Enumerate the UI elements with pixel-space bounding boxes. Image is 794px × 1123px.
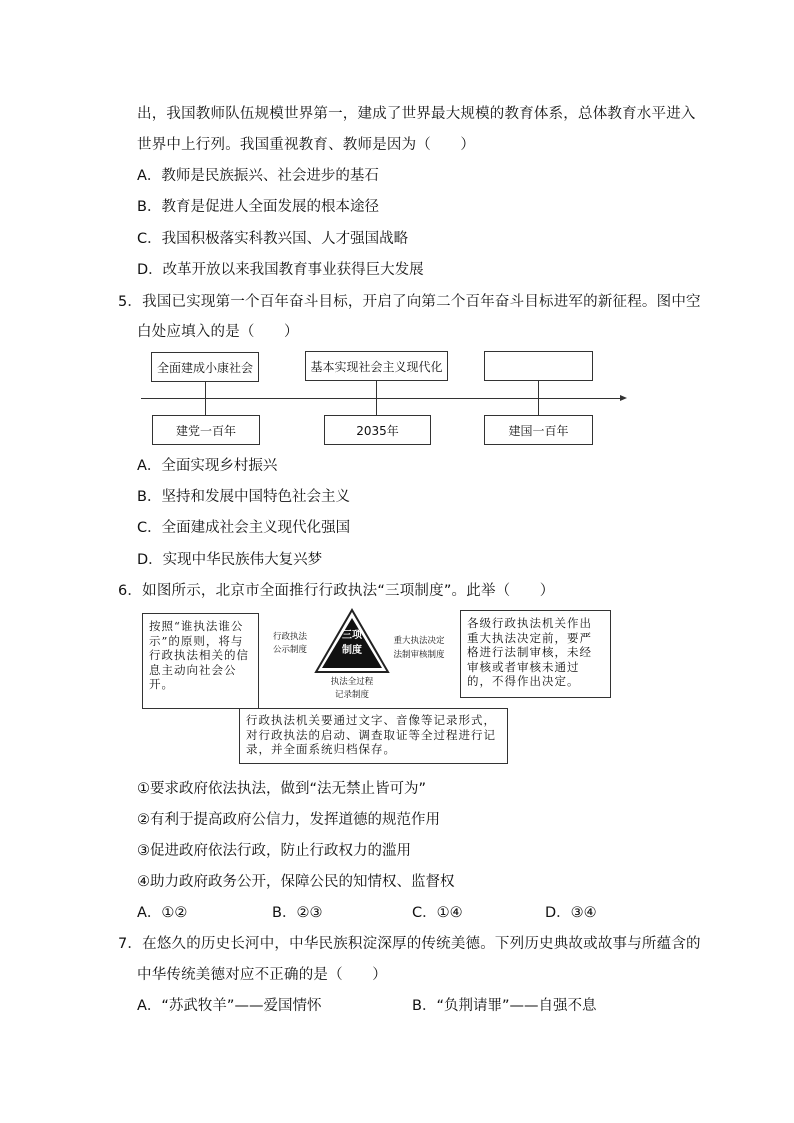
figure-label-bottom: 执法全过程 [330, 677, 374, 687]
figure-label-right: 重大执法决定 [393, 636, 445, 646]
figure-left-textbox: 按照“谁执法谁公示”的原则，将与行政执法相关的信息主动向社会公开。 [142, 613, 259, 709]
question-7-text-line: 中华传统美德对应不正确的是（ ） [137, 967, 387, 983]
timeline-top-box: 全面建成小康社会 [151, 352, 259, 382]
option-d: D．改革开放以来我国教育事业获得巨大发展 [137, 262, 424, 278]
option-b: B．坚持和发展中国特色社会主义 [137, 489, 350, 505]
timeline-blank-box [484, 351, 593, 381]
choice-c: C．①④ [412, 905, 463, 921]
choice-d: D．③④ [545, 905, 597, 921]
question-4-text-line: 出，我国教师队伍规模世界第一，建成了世界最大规模的教育体系，总体教育水平进入 [137, 106, 696, 122]
statement-3: ③促进政府依法行政，防止行政权力的滥用 [137, 843, 411, 859]
statement-1: ①要求政府依法执法，做到“法无禁止皆可为” [137, 781, 427, 797]
figure-right-textbox: 各级行政执法机关作出重大执法决定前，要严格进行法制审核，未经审核或者审核未通过的，不得作出决定。 [460, 610, 611, 698]
question-5-text-line: 5．我国已实现第一个百年奋斗目标，开启了向第二个百年奋斗目标进军的新征程。图中空 [118, 294, 701, 310]
figure-label-right: 法制审核制度 [393, 650, 445, 660]
triangle-emblem-icon [312, 608, 392, 676]
arrow-right-icon [620, 395, 627, 401]
option-d: D．实现中华民族伟大复兴梦 [137, 552, 323, 568]
statement-2: ②有利于提高政府公信力，发挥道德的规范作用 [137, 812, 440, 828]
option-c: C．全面建成社会主义现代化强国 [137, 520, 351, 536]
option-b: B．“负荆请罪”——自强不息 [412, 998, 597, 1014]
option-a: A．“苏武牧羊”——爱国情怀 [137, 998, 322, 1014]
figure-bottom-textbox: 行政执法机关要通过文字、音像等记录形式，对行政执法的启动、调查取证等全过程进行记录，并全面系统归档保存。 [239, 708, 508, 764]
option-a: A．教师是民族振兴、社会进步的基石 [137, 168, 379, 184]
statement-4: ④助力政府政务公开，保障公民的知情权、监督权 [137, 874, 455, 890]
timeline-bottom-box: 建党一百年 [152, 415, 260, 445]
figure-label-left: 公示制度 [272, 645, 307, 655]
option-c: C．我国积极落实科教兴国、人才强国战略 [137, 231, 409, 247]
option-b: B．教育是促进人全面发展的根本途径 [137, 199, 379, 215]
option-a: A．全面实现乡村振兴 [137, 458, 278, 474]
question-4-text-line: 世界中上行列。我国重视教育、教师是因为（ ） [137, 137, 476, 153]
question-5-text-line: 白处应填入的是（ ） [137, 324, 299, 340]
center-title: 三项 [342, 630, 362, 641]
question-7-text-line: 7．在悠久的历史长河中，中华民族积淀深厚的传统美德。下列历史典故或故事与所蕴含的 [118, 936, 701, 952]
choice-a: A．①② [137, 905, 188, 921]
question-6-text-line: 6．如图所示，北京市全面推行行政执法“三项制度”。此举（ ） [118, 583, 555, 599]
figure-label-left: 行政执法 [272, 632, 307, 642]
timeline-bottom-box: 2035年 [324, 415, 431, 445]
timeline-top-box: 基本实现社会主义现代化 [305, 351, 448, 381]
figure-label-bottom: 记录制度 [334, 690, 369, 700]
center-title: 制度 [342, 645, 362, 656]
timeline-bottom-box: 建国一百年 [484, 415, 593, 445]
choice-b: B．②③ [272, 905, 323, 921]
timeline-axis [141, 398, 621, 399]
